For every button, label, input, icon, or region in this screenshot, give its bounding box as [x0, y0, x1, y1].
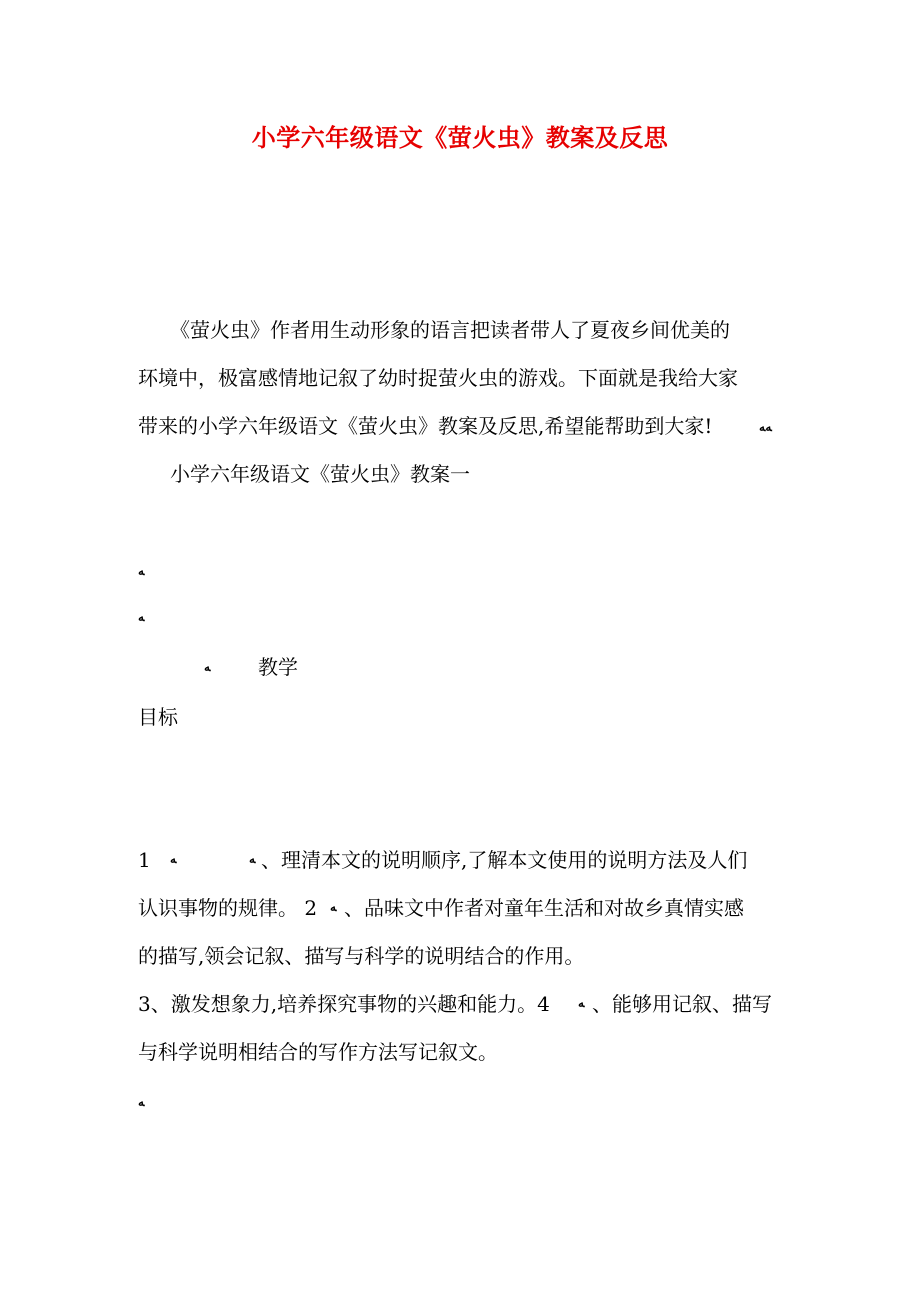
document-title: 小学六年级语文《萤火虫》教案及反思 [251, 123, 669, 152]
intro-line-3: 带来的小学六年级语文《萤火虫》教案及反思,希望能帮助到大家! [138, 414, 713, 438]
objective-4-line-2: 与科学说明相结合的写作方法写记叙文。 [138, 1040, 498, 1064]
objective-3: 3、激发想象力,培养探究事物的兴趣和能力。4 [138, 992, 550, 1016]
stray-glyph: ﻪ [138, 610, 145, 624]
objective-1-line-1: 、理清本文的说明顺序,了解本文使用的说明方法及人们 [261, 848, 748, 872]
stray-glyph: ﻪ [578, 996, 585, 1010]
objective-1-line-2: 认识事物的规律。 2 [138, 896, 318, 920]
objective-4-line-1: 、能够用记叙、描写 [592, 992, 772, 1016]
stray-glyph: ﻪ [249, 852, 256, 866]
objectives-label-part2: 目标 [138, 705, 178, 729]
stray-glyph: ﻪ [204, 660, 211, 674]
stray-glyph: ﻪ [138, 564, 145, 578]
objective-2-line-1: 、品味文中作者对童年生活和对故乡真情实感 [344, 896, 744, 920]
section-heading: 小学六年级语文《萤火虫》教案一 [170, 462, 470, 486]
stray-glyph: ﻪ [170, 852, 177, 866]
intro-line-1: 《萤火虫》作者用生动形象的语言把读者带人了夏夜乡间优美的 [170, 318, 730, 342]
objective-1-number: 1 [138, 848, 151, 872]
objectives-label-part1: 教学 [258, 655, 298, 679]
objective-2-line-2: 的描写,领会记叙、描写与科学的说明结合的作用。 [138, 944, 585, 968]
intro-line-2: 环境中，极富感情地记叙了幼时捉萤火虫的游戏。下面就是我给大家 [138, 366, 738, 390]
stray-glyph-double: ﻪﻪ [759, 420, 772, 434]
stray-glyph: ﻪ [330, 900, 337, 914]
stray-glyph: ﻪ [138, 1095, 145, 1109]
